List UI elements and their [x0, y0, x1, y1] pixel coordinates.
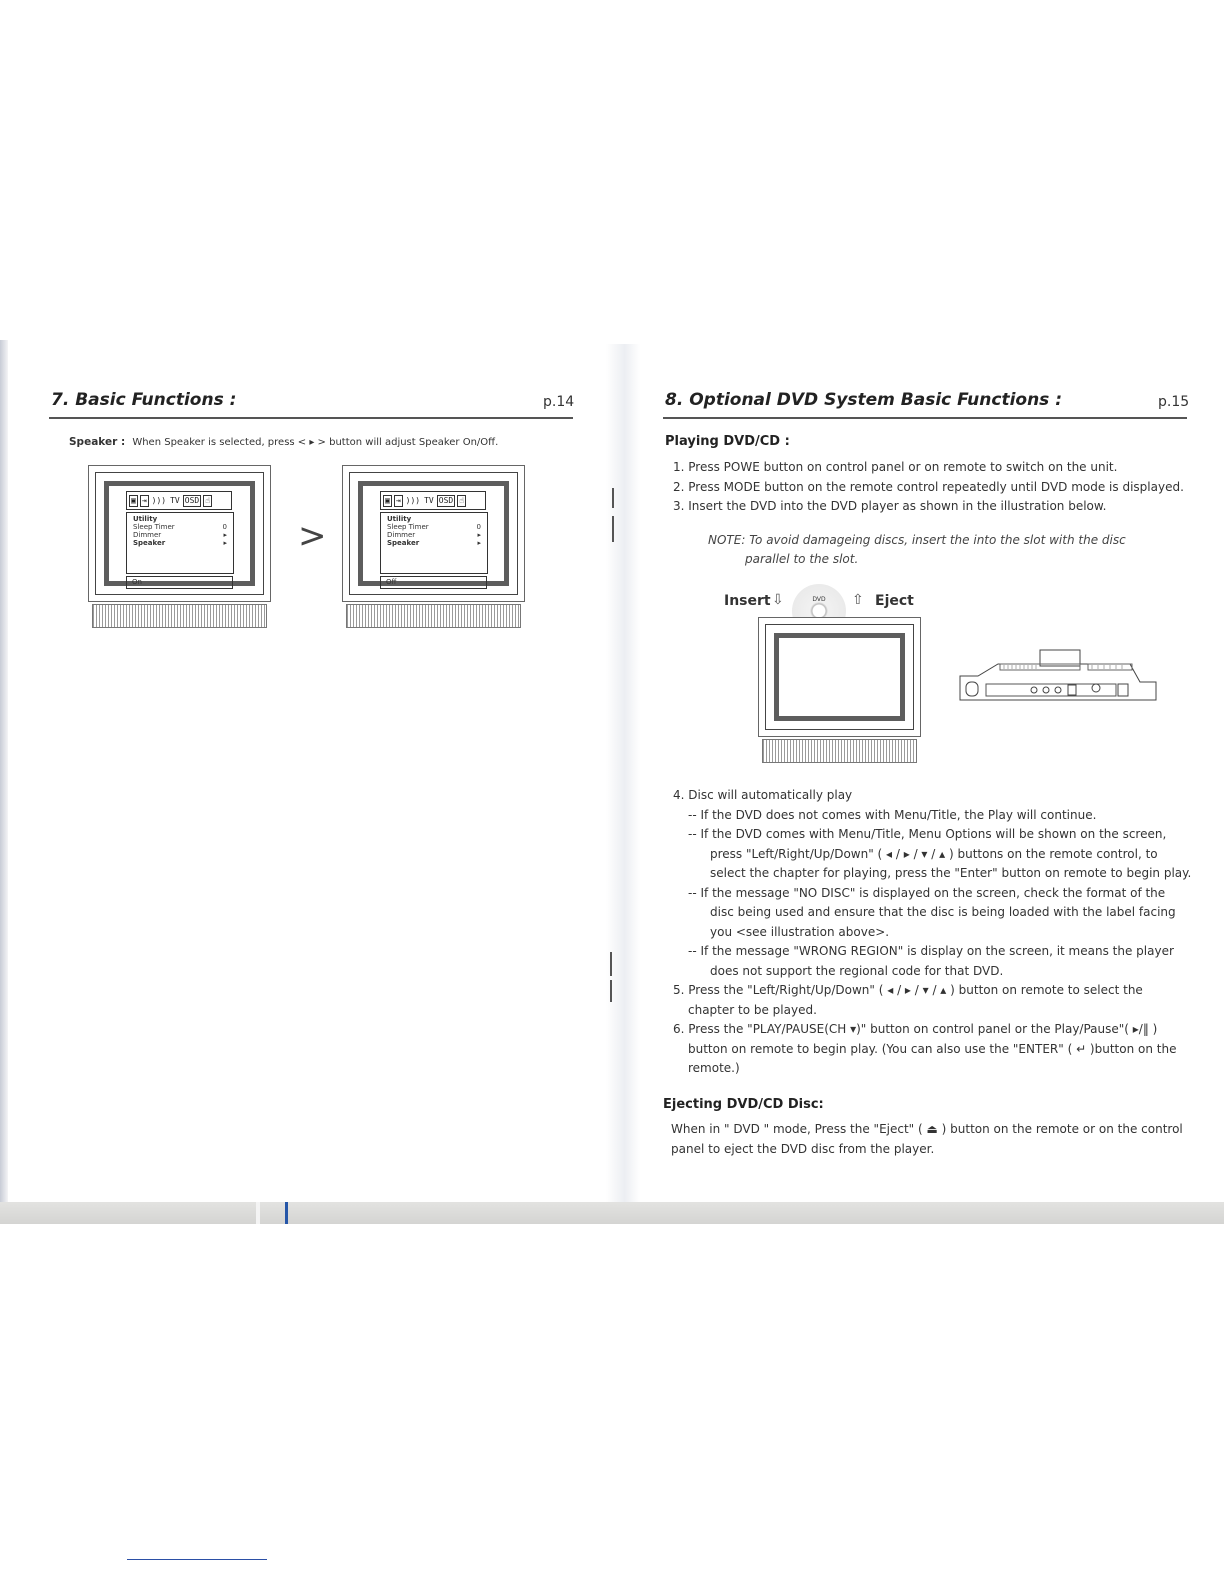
gutter-tick	[612, 516, 614, 542]
tv-illustration-on	[88, 465, 271, 628]
bullet-text: If the DVD does not comes with Menu/Title, the Play will continue.	[700, 807, 1097, 822]
note-line: parallel to the slot.	[745, 552, 859, 566]
osd-icon-bar	[380, 491, 486, 510]
tv-screen	[104, 481, 255, 586]
tv-screen-frame	[95, 472, 264, 595]
osd-item-value: ▸	[223, 539, 227, 547]
scan-notch	[256, 1202, 260, 1224]
osd-item-value: ▸	[477, 539, 481, 547]
osd-item-value: ▸	[223, 531, 227, 539]
stray-underline	[127, 1559, 267, 1560]
unit-top-view-illustration	[958, 648, 1158, 704]
tv-cabinet	[342, 465, 525, 602]
video-icon: ▣	[131, 495, 136, 505]
disc-label: DVD	[812, 596, 826, 603]
osd-item-label: Sleep Timer	[133, 523, 175, 531]
bullet-text: If the DVD comes with Menu/Title, Menu Options will be shown on the screen,	[700, 827, 1167, 841]
tv-cabinet	[88, 465, 271, 602]
arrow-right-icon: >	[298, 516, 327, 556]
osd-icon-bar	[126, 491, 232, 510]
playing-steps	[673, 458, 1213, 517]
bullet-line	[688, 923, 1213, 943]
bullet-line	[688, 864, 1213, 884]
osd-item-label: Dimmer	[387, 531, 416, 539]
osd-item-label: Dimmer	[133, 531, 162, 539]
bullet-text: you <see illustration above>.	[710, 924, 890, 939]
bullet-line	[688, 806, 1213, 826]
step-6-cont: remote.)	[688, 1061, 740, 1075]
speaker-text: When Speaker is selected, press < ▸ > button will adjust Speaker On/Off.	[132, 437, 499, 448]
bullet-dash: --	[688, 885, 701, 900]
hand-icon: ☝	[459, 495, 465, 505]
input-icon: ⇥	[141, 495, 147, 505]
video-icon: ▣	[385, 495, 390, 505]
bullet-dash: --	[688, 827, 701, 841]
speaker-label: Speaker :	[69, 436, 126, 448]
scan-bottom-band	[0, 1202, 1224, 1224]
bullet-text: If the message "NO DISC" is displayed on the screen, check the format of the	[700, 885, 1166, 900]
bullet-line	[688, 845, 1213, 865]
osd-icon: OSD	[184, 495, 200, 505]
eject-line: When in " DVD " mode, Press the "Eject" ( ⏏ ) button on the remote or on the control	[671, 1122, 1183, 1136]
bullet-dash: --	[688, 944, 701, 958]
tv-speaker-grille	[346, 604, 521, 628]
osd-menu-title: Utility	[387, 515, 412, 523]
osd-item-value: 0	[476, 523, 481, 531]
osd-value-box: On	[126, 576, 233, 589]
osd-item-value: ▸	[477, 531, 481, 539]
bullet-text: select the chapter for playing, press the "Enter" button on remote to begin play.	[710, 866, 1192, 880]
section-title-playing: Playing DVD/CD :	[665, 434, 790, 449]
osd-item-label: Sleep Timer	[387, 523, 429, 531]
gutter-tick	[612, 488, 614, 508]
osd-menu	[126, 512, 234, 574]
tv-speaker-grille	[762, 739, 917, 763]
bullet-dash: --	[688, 807, 701, 822]
osd-item-value: 0	[222, 523, 227, 531]
step-4-block	[673, 786, 1213, 1079]
gutter-tick	[610, 952, 612, 976]
insert-label: Insert	[724, 593, 771, 609]
bullet-text: does not support the regional code for that DVD.	[710, 963, 1004, 978]
osd-icon: OSD	[438, 495, 454, 505]
page-title: 7. Basic Functions :	[51, 390, 237, 410]
tv-screen-frame	[349, 472, 518, 595]
sound-icon: )))	[405, 495, 421, 505]
step-3: 3. Insert the DVD into the DVD player as shown in the illustration below.	[673, 499, 1107, 513]
step-6: 6. Press the "PLAY/PAUSE(CH ▾)" button on control panel or the Play/Pause"( ▸/‖ )	[673, 1022, 1158, 1036]
ejecting-text	[671, 1120, 1211, 1159]
hand-icon: ☝	[205, 495, 211, 505]
bullet-text: press "Left/Right/Up/Down" ( ◂ / ▸ / ▾ / ▴ ) buttons on the remote control, to	[710, 846, 1158, 861]
bullet-text: If the message "WRONG REGION" is display on the screen, it means the player	[700, 944, 1174, 958]
page-edge-shadow	[0, 340, 8, 1202]
eject-label: Eject	[875, 593, 914, 609]
scan-blue-mark	[285, 1202, 288, 1224]
osd-menu	[380, 512, 488, 574]
step-1: 1. Press POWE button on control panel or on remote to switch on the unit.	[673, 460, 1118, 474]
page-number: p.15	[1158, 394, 1190, 410]
section-title-ejecting: Ejecting DVD/CD Disc:	[663, 1097, 824, 1112]
tv-cabinet	[758, 617, 921, 737]
page-number: p.14	[543, 394, 575, 410]
tv-icon: TV	[170, 495, 180, 505]
step-2: 2. Press MODE button on the remote control repeatedly until DVD mode is displayed.	[673, 479, 1184, 494]
step-4: 4. Disc will automatically play	[673, 788, 853, 802]
step-6-cont: button on remote to begin play. (You can also use the "ENTER" ( ↵ )button on the	[688, 1041, 1177, 1056]
speaker-instruction	[69, 436, 498, 448]
input-icon: ⇥	[395, 495, 401, 505]
note	[708, 531, 1126, 569]
tv-speaker-grille	[92, 604, 267, 628]
tv-illustration-off	[342, 465, 525, 628]
page-title: 8. Optional DVD System Basic Functions :	[665, 390, 1063, 410]
tv-dvd-illustration	[758, 617, 921, 763]
tv-screen-frame	[765, 624, 914, 730]
heading-rule	[663, 417, 1187, 419]
bullet-line	[688, 962, 1213, 982]
up-arrow-icon: ⇧	[852, 592, 864, 608]
book-gutter	[606, 344, 640, 1204]
step-4-bullets	[673, 806, 1213, 982]
bullet-text: disc being used and ensure that the disc is being loaded with the label facing	[710, 905, 1176, 919]
sound-icon: )))	[151, 495, 167, 505]
heading-rule	[49, 417, 573, 419]
step-5: 5. Press the "Left/Right/Up/Down" ( ◂ / ▸ / ▾ / ▴ ) button on remote to select the	[673, 983, 1143, 997]
osd-item-label: Speaker	[133, 539, 166, 547]
tv-screen	[358, 481, 509, 586]
bullet-line	[688, 825, 1213, 845]
gutter-tick	[610, 980, 612, 1002]
note-line: NOTE: To avoid damageing discs, insert the into the slot with the disc	[708, 533, 1126, 547]
step-5-cont: chapter to be played.	[688, 1002, 817, 1017]
eject-line: panel to eject the DVD disc from the player.	[671, 1141, 935, 1156]
bullet-line	[688, 942, 1213, 962]
osd-item-label: Speaker	[387, 539, 420, 547]
tv-icon: TV	[424, 495, 434, 505]
osd-menu-title: Utility	[133, 515, 158, 523]
tv-screen	[774, 633, 905, 721]
osd-value-box: Off	[380, 576, 487, 589]
down-arrow-icon: ⇩	[772, 592, 784, 608]
bullet-line	[688, 884, 1213, 904]
bullet-line	[688, 903, 1213, 923]
